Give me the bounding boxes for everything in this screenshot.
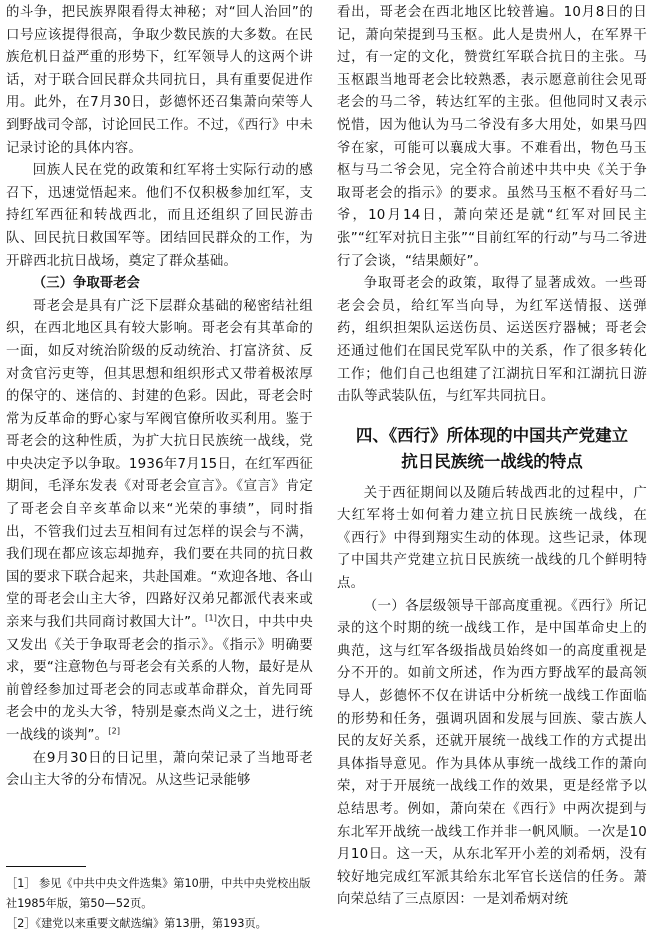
subsection-heading: （三）争取哥老会: [32, 276, 140, 292]
footnote-ref-2[interactable]: [2]: [108, 726, 121, 736]
right-column: [337, 2, 647, 912]
paragraph: 争取哥老会的政策，取得了显著成效。一些哥老会会员，给红军当向导，为红军送情报、送弹药，组织担架队运送伤员、运送医疗器械；哥老会还通过他们在国民党军队中的关系，作了很多转化工作；他们自己也组建了江湖抗日军和江湖抗日游击队等武装队伍，与红军共同抗日。: [337, 276, 647, 405]
paragraph: 的斗争，把民族界限看得太神秘；对“回人治回”的口号应该提得很高，争取少数民族的大多数。在民族危机日益严重的形势下，红军领导人的这两个讲话，对于联合回民群众共同抗日，具有重要促进作用。此外，在7月30日，彭德怀还召集萧向荣等人到野战司令部，讨论回民工作。不过，《西行》中未记录讨论的具体内容。: [6, 5, 313, 156]
paragraph-text: 次日，中共中央又发出《关于争取哥老会的指示》。《指示》明确要求，要“注意物色与哥老会有关系的人物，最好是从前曾经参加过哥老会的同志或革命群众，首先同哥老会中的龙头大爷，特别是豪杰尚义之士，进行统一战线的谈判”。: [6, 615, 313, 743]
paragraph: 回族人民在党的政策和红军将士实际行动的感召下，迅速觉悟起来。他们不仅积极参加红军，支持红军西征和转战西北，而且还组织了回民游击队、回民抗日救国军等。团结回民群众的工作，为开辟西北抗日战场，奠定了群众基础。: [6, 163, 313, 269]
section-heading: [337, 423, 647, 475]
paragraph-lead: （一）各层级领导干部高度重视。: [363, 598, 572, 614]
footnote-1: ［1］ 参见《中共中央文件选集》第10册，中共中央党校出版社1985年版，第50—52页。: [6, 877, 311, 910]
paragraph: 在9月30日的日记里，萧向荣记录了当地哥老会山主大爷的分布情况。从这些记录能够: [6, 750, 313, 789]
paragraph-text: 哥老会是具有广泛下层群众基础的秘密结社组织，在西北地区具有较大影响。哥老会有其革命的一面，如反对统治阶级的反动统治、打富济贫、反对贪官污吏等，但其思想和组织形式又带着极浓厚的保守的、迷信的、封建的色彩。因此，哥老会时常为反革命的野心家与军阀官僚所收买利用。鉴于哥老会的这种性质，为扩大抗日民族统一战线，党中央决定予以争取。1936年7月15日，在红军西征期间，毛泽东发表《对哥老会宣言》。《宣言》肯定了哥老会自辛亥革命以来“光荣的事绩”，同时指出，不管我们过去互相间有过怎样的误会与不满，我们现在都应该忘却抛弃，我们要在共同的抗日救国的要求下联合起来，共赴国难。“欢迎各地、各山堂的哥老会山主大爷，四路好汉弟兄都派代表来或亲来与我们共同商讨救国大计”。: [6, 298, 313, 631]
section-heading-line: 抗日民族统一战线的特点: [401, 451, 583, 471]
paragraph: 关于西征期间以及随后转战西北的过程中，广大红军将士如何着力建立抗日民族统一战线，在《西行》中得到翔实生动的体现。这些记录，体现了中国共产党建立抗日民族统一战线的几个鲜明特点。: [337, 485, 647, 592]
footnote-divider: [6, 866, 86, 867]
footnotes: [6, 874, 316, 934]
footnote-ref-1[interactable]: [1]: [205, 613, 218, 623]
paragraph: 看出，哥老会在西北地区比较普遍。10月8日的日记，萧向荣提到马玉枢。此人是贵州人，在军界干过，有一定的文化，赞赏红军联合抗日的主张。马玉枢跟当地哥老会比较熟悉，表示愿意前往会见哥老会的马二爷，转达红军的主张。但他同时又表示悦惜，因为他认为马二爷没有多大用处，如果马四爷在家，可能可以襄成大事。不难看出，物色马玉枢与马二爷会见，完全符合前述中共中央《关于争取哥老会的指示》的要求。虽然马玉枢不看好马二爷，10月14日，萧向荣还是就“红军对回民主张”“红军对抗日主张”“目前红军的行动”与马二爷进行了会谈，“结果颇好”。: [337, 5, 647, 269]
left-column: [6, 2, 313, 793]
paragraph-text: 《西行》所记录的这个时期的统一战线工作，是中国革命史上的典范，这与红军各级指战员始终如一的高度重视是分不开的。如前文所述，作为西方野战军的最高领导人，彭德怀不仅在讲话中分析统一战线工作面临的形势和任务，强调巩固和发展与回族、蒙古族人民的友好关系，还就开展统一战线工作的方式提出具体指导意见。作为具体从事统一战线工作的萧向荣，对于开展统一战线工作的效果，更是经常予以总结思考。例如，萧向荣在《西行》中两次提到与东北军开战统一战线工作并非一帆风顺。一次是10月10日。这一天，从东北军开小差的刘希炳，没有较好地完成红军派其给东北军官长送信的任务。萧向荣总结了三点原因：一是刘希炳对统: [337, 598, 647, 908]
footnote-2: ［2］《建党以来重要文献选编》第13册，第193页。: [6, 917, 267, 930]
paragraph: [337, 596, 647, 912]
section-heading-line: 四、《西行》所体现的中国共产党建立: [355, 425, 629, 445]
paragraph: [6, 296, 313, 748]
